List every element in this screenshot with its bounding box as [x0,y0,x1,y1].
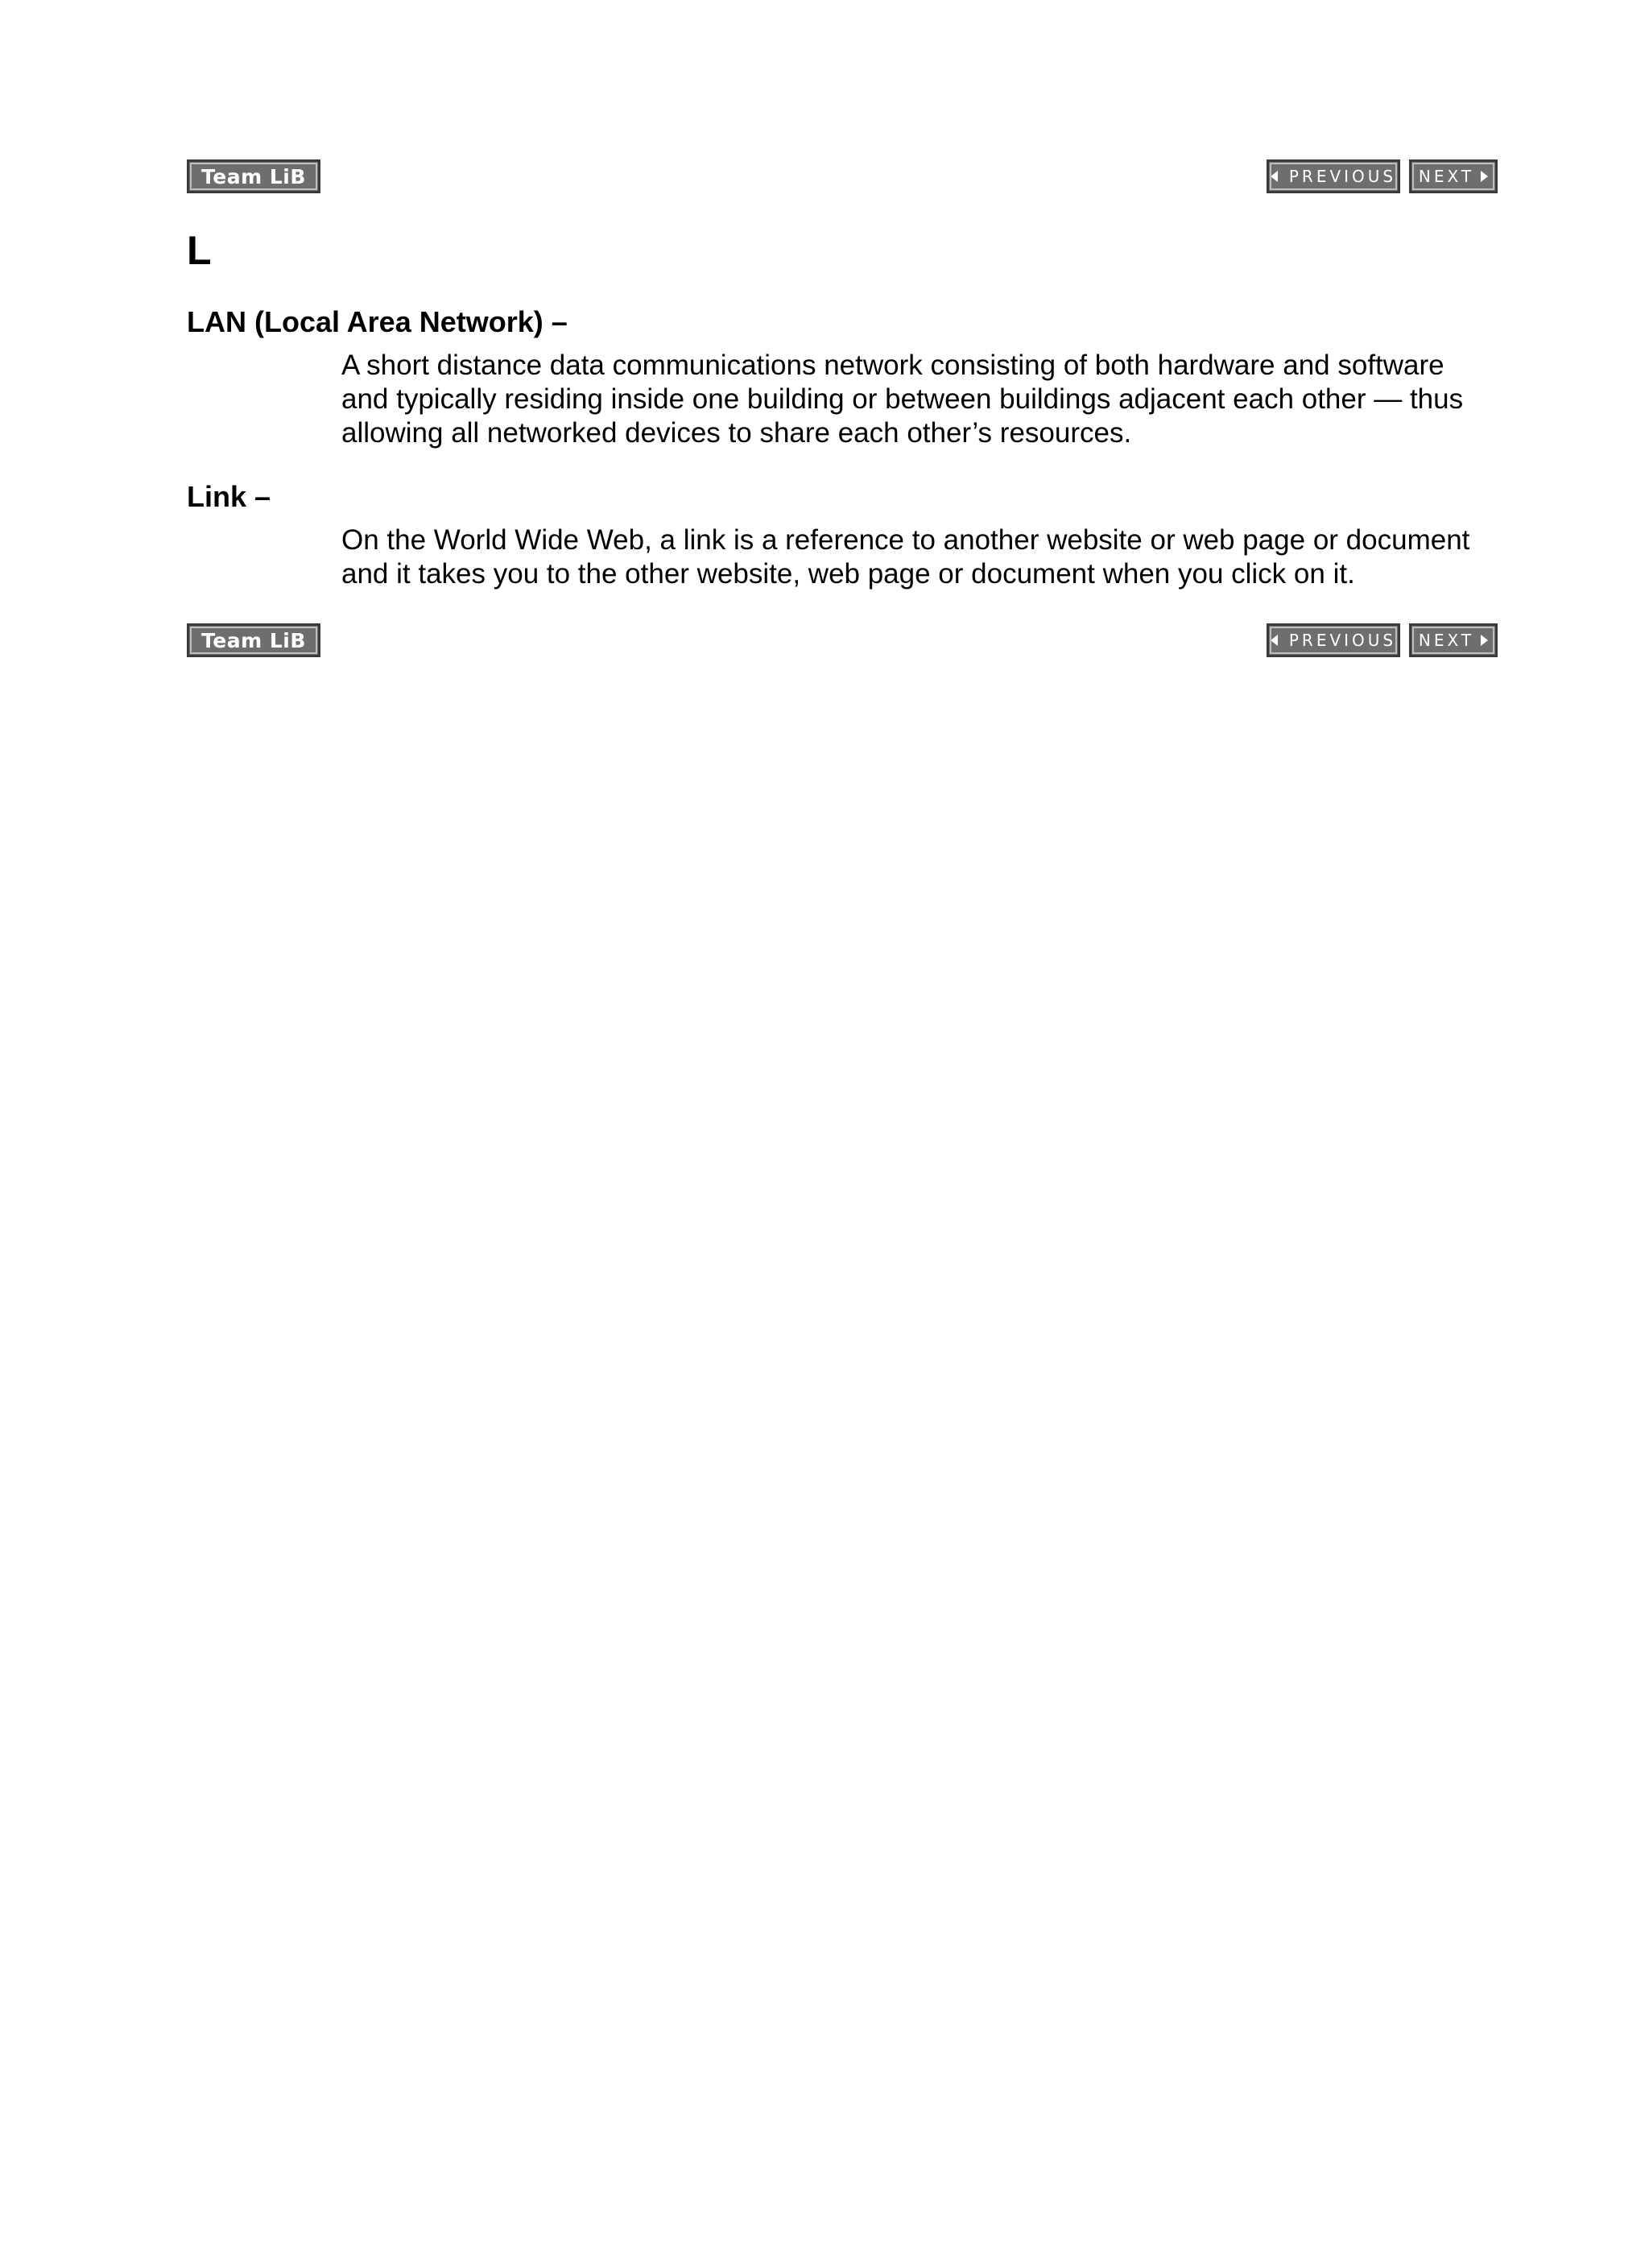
top-navigation-bar [187,159,1498,193]
team-lib-label: Team LiB [201,164,306,188]
glossary-term-lan: LAN (Local Area Network) – [187,305,568,338]
previous-label: PREVIOUS [1288,167,1397,186]
next-button[interactable] [1409,159,1498,193]
team-lib-logo-button-bottom[interactable] [187,623,320,657]
glossary-page [187,159,1498,657]
next-button-bottom[interactable] [1409,623,1498,657]
bottom-navigation-bar [187,623,1498,657]
arrow-left-icon [1271,635,1278,646]
previous-button[interactable] [1267,159,1400,193]
previous-label: PREVIOUS [1288,631,1397,651]
arrow-left-icon [1271,171,1278,182]
team-lib-logo-button[interactable] [187,159,320,193]
previous-button-bottom[interactable] [1267,623,1400,657]
team-lib-label: Team LiB [201,628,306,652]
arrow-right-icon [1481,635,1488,646]
next-label: NEXT [1418,167,1475,186]
glossary-definition-lan: A short distance data communications network consisting of both hardware and software and typically residing inside one building or between buildings adjacent each other — thus allowing all networked devices to share each other’s resources. [341,350,1464,449]
section-heading: L [187,228,212,273]
next-label: NEXT [1418,631,1475,651]
glossary-term-link: Link – [187,480,271,514]
arrow-right-icon [1481,171,1488,182]
glossary-definition-link: On the World Wide Web, a link is a reference to another website or web page or document and it takes you to the other website, web page or document when you click on it. [341,524,1470,590]
